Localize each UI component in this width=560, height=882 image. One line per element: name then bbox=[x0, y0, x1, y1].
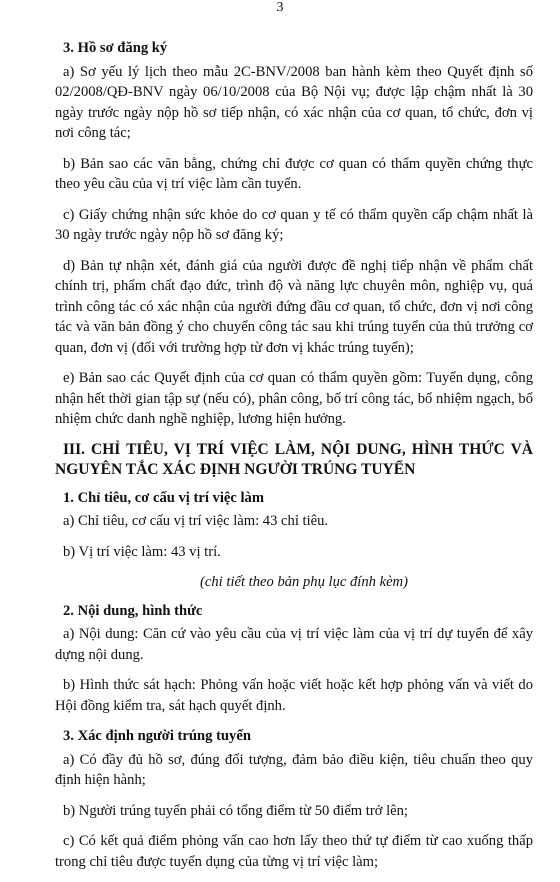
paragraph-III-1a: a) Chỉ tiêu, cơ cấu vị trí việc làm: 43 chỉ tiêu. bbox=[63, 513, 329, 529]
paragraph-III-3a: a) Có đầy đủ hồ sơ, đúng đối tượng, đảm bảo điều kiện, tiêu chuẩn theo quy định hiện hành; bbox=[55, 751, 533, 788]
paragraph-3e: e) Bản sao các Quyết định của cơ quan có thẩm quyền gồm: Tuyển dụng, công nhận hết thời gian tập sự (nếu có), phân công, bố trí công tác, bổ nhiệm ngạch, bổ nhiệm chức danh nghề nghiệp, lương hiện hưởng. bbox=[55, 370, 533, 427]
subsection-heading-III-3: 3. Xác định người trúng tuyển bbox=[63, 728, 251, 744]
section-heading-III: III. CHỈ TIÊU, VỊ TRÍ VIỆC LÀM, NỘI DUNG, HÌNH THỨC VÀ NGUYÊN TẮC XÁC ĐỊNH NGƯỜI TRÚNG TUYỂN bbox=[55, 440, 533, 478]
paragraph-III-2b: b) Hình thức sát hạch: Phỏng vấn hoặc viết hoặc kết hợp phỏng vấn và viết do Hội đồng kiểm tra, sát hạch quyết định. bbox=[55, 677, 533, 714]
paragraph-III-1b: b) Vị trí việc làm: 43 vị trí. bbox=[63, 543, 221, 560]
paragraph-III-2a: a) Nội dung: Căn cứ vào yêu cầu của vị trí việc làm của vị trí dự tuyển để xây dựng nội dung. bbox=[55, 626, 533, 663]
subsection-heading-III-2: 2. Nội dung, hình thức bbox=[63, 602, 203, 619]
document-body bbox=[55, 38, 533, 882]
section-heading-3: 3. Hồ sơ đăng ký bbox=[63, 40, 168, 56]
subsection-heading-III-1: 1. Chỉ tiêu, cơ cấu vị trí việc làm bbox=[63, 489, 265, 506]
paragraph-III-3c: c) Có kết quả điểm phỏng vấn cao hơn lấy theo thứ tự điểm từ cao xuống thấp trong chỉ tiêu được tuyển dụng của từng vị trí việc làm; bbox=[55, 833, 533, 870]
paragraph-3a: a) Sơ yếu lý lịch theo mẫu 2C-BNV/2008 ban hành kèm theo Quyết định số 02/2008/QĐ-BNV ngày 06/10/2008 của Bộ Nội vụ; được lập chậm nhất là 30 ngày trước ngày nộp hồ sơ tiếp nhận, có xác nhận của cơ quan, tổ chức, đơn vị nơi công tác; bbox=[55, 63, 533, 141]
paragraph-3d: d) Bản tự nhận xét, đánh giá của người được đề nghị tiếp nhận về phẩm chất chính trị, phẩm chất đạo đức, trình độ và năng lực chuyên môn, nghiệp vụ, quá trình công tác có xác nhận của người đứng đầu cơ quan, tổ chức, đơn vị nơi công tác và văn bản đồng ý cho chuyển công tác sau khi trúng tuyển của thủ trưởng cơ quan, đơn vị (đối với trường hợp từ đơn vị khác trúng tuyển); bbox=[55, 257, 533, 356]
paragraph-3b: b) Bản sao các văn bằng, chứng chỉ được cơ quan có thẩm quyền chứng thực theo yêu cầu của vị trí việc làm cần tuyển. bbox=[55, 155, 533, 192]
paragraph-3c: c) Giấy chứng nhận sức khỏe do cơ quan y tế có thẩm quyền cấp chậm nhất là 30 ngày trước ngày nộp hồ sơ đăng ký; bbox=[55, 206, 533, 243]
paragraph-III-3b: b) Người trúng tuyển phải có tổng điểm từ 50 điểm trở lên; bbox=[63, 802, 408, 819]
appendix-note: (chi tiết theo bản phụ lục đính kèm) bbox=[200, 574, 408, 590]
page-number: 3 bbox=[276, 0, 284, 15]
